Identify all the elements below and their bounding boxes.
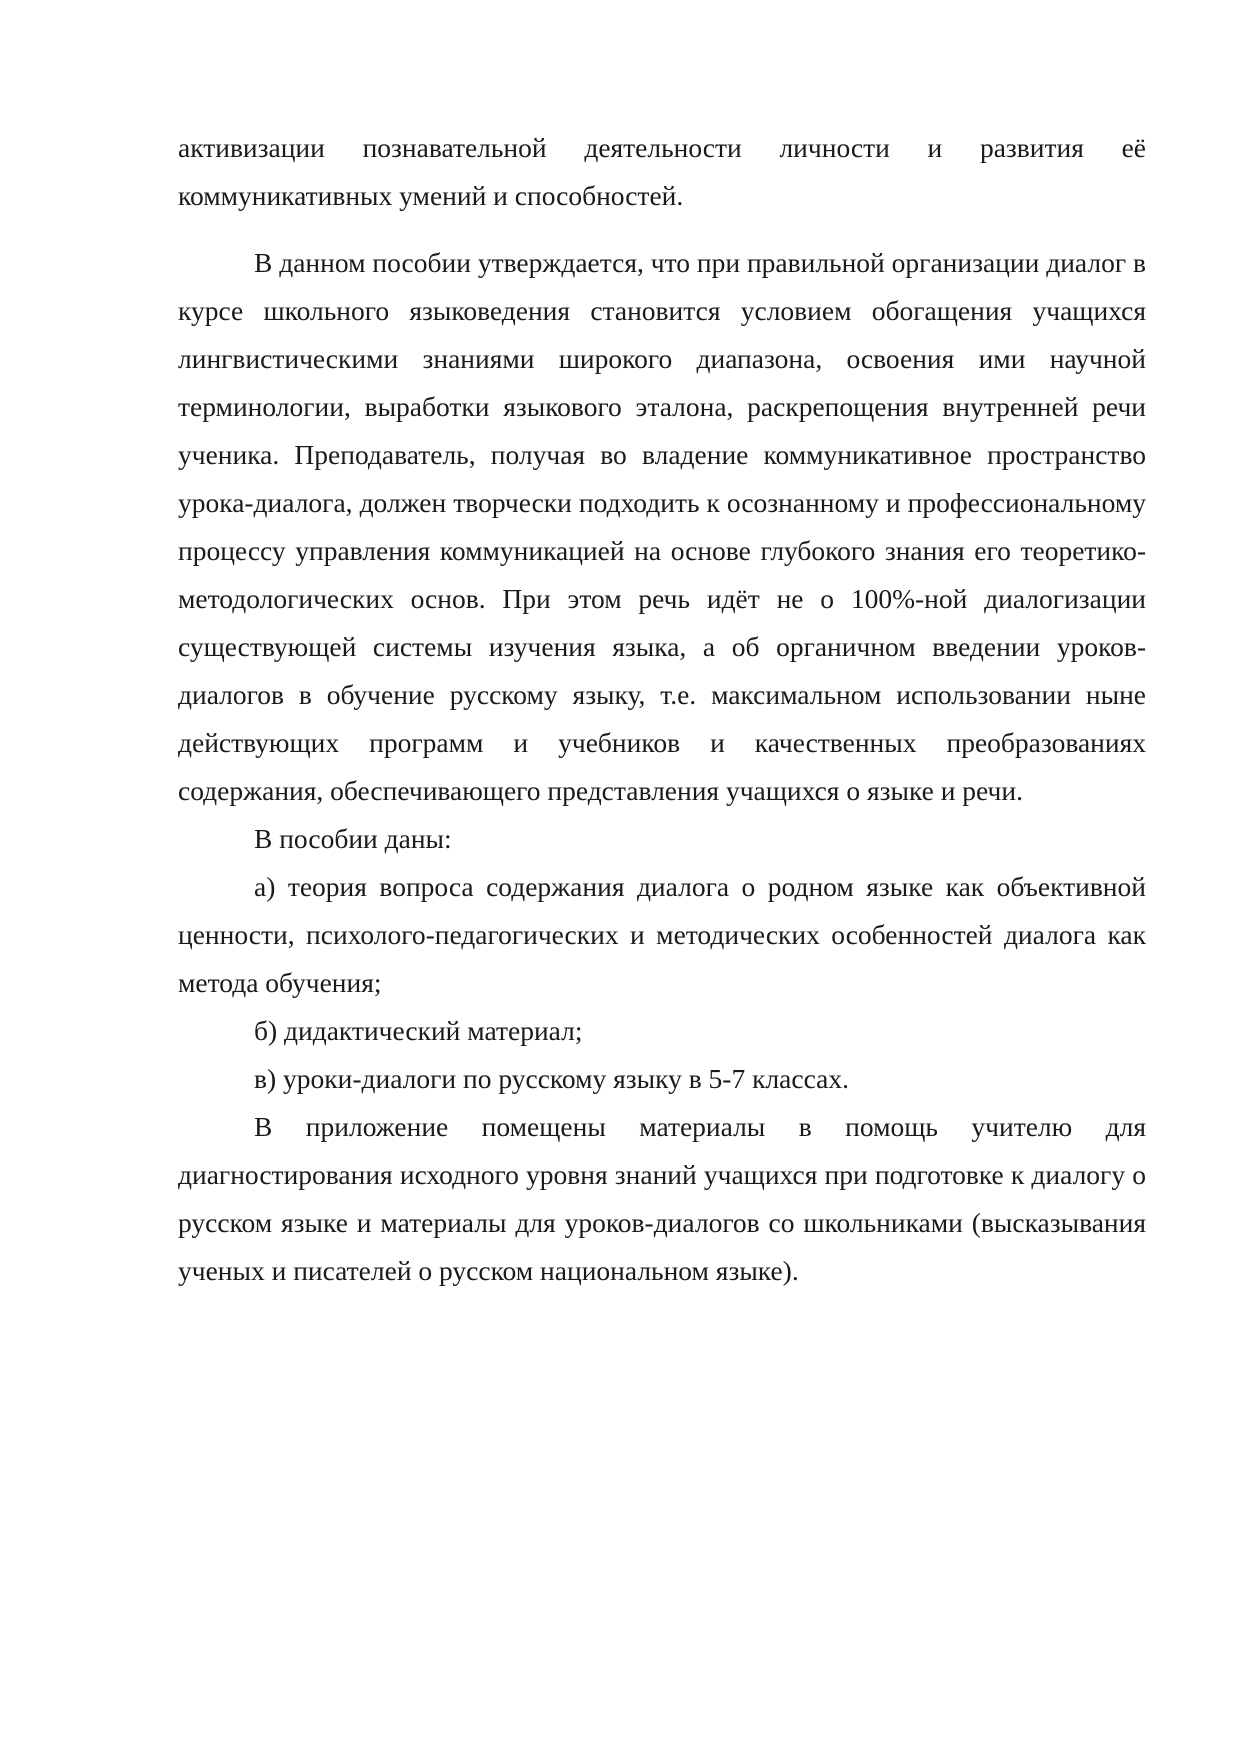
list-item-b: б) дидактический материал; [254,1015,583,1046]
document-body [178,124,1146,1295]
paragraph-main: В данном пособии утверждается, что при правильной организации диалог в курсе школьного языковедения становится условием обогащения учащихся лингвистическими знаниями широкого диапазона, освоения ими научной терминологии, выработки языкового эталона, раскрепощения внутренней речи ученика. Преподаватель, получая во владение коммуникативное пространство урока-диалога, должен творчески подходить к осознанному и профессиональному процессу управления коммуникацией на основе глубокого знания его теоретико-методологических основ. При этом речь идёт не о 100%-ной диалогизации существующей системы изучения языка, а об органичном введении уроков-диалогов в обучение русскому языку, т.е. максимальном использовании ныне действующих программ и учебников и качественных преобразованиях содержания, обеспечивающего представления учащихся о языке и речи. [178,247,1146,806]
list-item-a: а) теория вопроса содержания диалога о родном языке как объективной ценности, психолого-педагогических и методических особенностей диалога как метода обучения; [178,871,1146,998]
paragraph-appendix: В приложение помещены материалы в помощь учителю для диагностирования исходного уровня знаний учащихся при подготовке к диалогу о русском языке и материалы для уроков-диалогов со школьниками (высказывания ученых и писателей о русском национальном языке). [178,1111,1146,1286]
list-item-c: в) уроки-диалоги по русскому языку в 5-7 классах. [254,1063,849,1094]
paragraph-continuation: активизации познавательной деятельности личности и развития её коммуникативных умений и способностей. [178,132,1146,211]
paragraph-list-intro: В пособии даны: [254,823,452,854]
